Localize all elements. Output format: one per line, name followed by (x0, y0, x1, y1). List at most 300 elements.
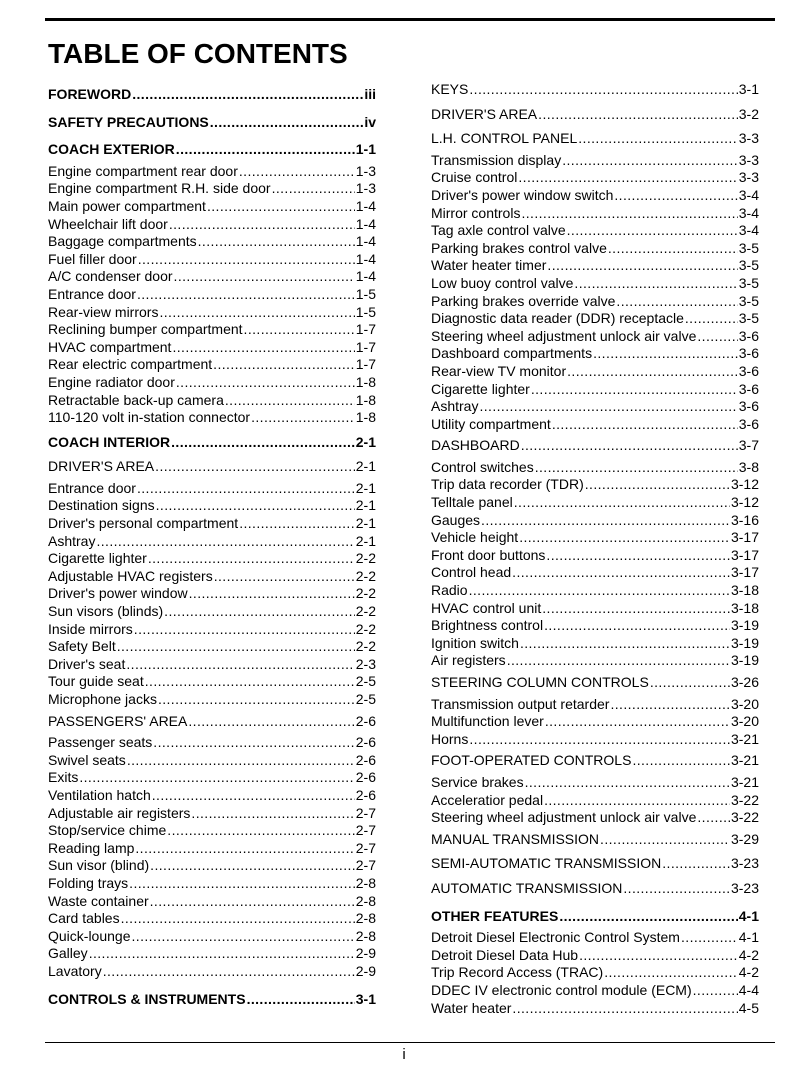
toc-entry-label: Driver's power window (48, 585, 188, 602)
toc-dot-leader (544, 792, 730, 810)
toc-entry-page: 2-1 (355, 532, 376, 549)
toc-entry-page: 3-20 (730, 695, 759, 712)
toc-entry-label: Parking brakes control valve (431, 239, 607, 256)
toc-entry[interactable] (48, 603, 376, 621)
toc-dot-leader (189, 585, 355, 603)
bottom-rule (45, 1042, 775, 1043)
toc-entry-label: PASSENGERS' AREA (48, 712, 188, 729)
toc-entry[interactable] (431, 310, 759, 328)
toc-entry-page: 3-20 (730, 713, 759, 730)
toc-entry-page: 3-5 (738, 239, 759, 256)
toc-entry-page: 3-5 (738, 274, 759, 291)
toc-section-entry[interactable] (48, 114, 376, 132)
toc-entry[interactable] (48, 198, 376, 216)
toc-entry[interactable] (48, 515, 376, 533)
toc-entry[interactable] (48, 963, 376, 981)
toc-left-column (48, 86, 376, 1008)
toc-entry[interactable] (48, 621, 376, 639)
toc-dot-leader (469, 582, 730, 600)
toc-entry-page: iii (364, 86, 376, 102)
toc-entry[interactable] (431, 1000, 759, 1018)
toc-entry[interactable] (431, 947, 759, 965)
toc-dot-leader (521, 205, 737, 223)
toc-entry[interactable] (48, 374, 376, 392)
toc-entry-label: Dashboard compartments (431, 345, 593, 362)
toc-dot-leader (156, 497, 355, 515)
toc-entry-label: Steering wheel adjustment unlock air valve (431, 809, 697, 826)
toc-entry[interactable] (431, 635, 759, 653)
toc-entry-page: 3-7 (738, 437, 759, 454)
toc-entry[interactable] (48, 928, 376, 946)
toc-entry[interactable] (48, 691, 376, 709)
toc-spacer (431, 123, 759, 130)
toc-entry[interactable] (48, 392, 376, 410)
toc-dot-leader (693, 982, 738, 1000)
toc-dot-leader (697, 809, 730, 827)
toc-entry-label: Ignition switch (431, 634, 519, 651)
toc-spacer (48, 104, 376, 114)
toc-entry-label: Acceleratior pedal (431, 791, 544, 808)
toc-entry[interactable] (431, 106, 759, 124)
toc-dot-leader (579, 947, 738, 965)
toc-entry[interactable] (431, 582, 759, 600)
toc-entry[interactable] (431, 929, 759, 947)
top-rule (45, 18, 775, 21)
toc-entry-label: Detroit Diesel Data Hub (431, 946, 579, 963)
toc-entry[interactable] (48, 822, 376, 840)
toc-entry[interactable] (48, 857, 376, 875)
toc-section-entry[interactable] (48, 141, 376, 159)
toc-entry-label: Tag axle control valve (431, 222, 566, 239)
toc-entry[interactable] (431, 187, 759, 205)
toc-entry-page: 2-6 (355, 769, 376, 786)
toc-entry-label: STEERING COLUMN CONTROLS (431, 674, 649, 690)
toc-entry-label: Mirror controls (431, 204, 521, 221)
toc-dot-leader (176, 141, 355, 159)
toc-dot-leader (164, 603, 355, 621)
toc-dot-leader (213, 356, 355, 374)
toc-entry-page: 2-8 (355, 892, 376, 909)
toc-dot-leader (520, 635, 730, 653)
toc-dot-leader (174, 268, 355, 286)
toc-entry-page: 1-4 (355, 268, 376, 285)
toc-entry-label: Adjustable air registers (48, 804, 191, 821)
toc-entry-label: COACH EXTERIOR (48, 141, 175, 158)
toc-dot-leader (479, 398, 737, 416)
toc-dot-leader (519, 529, 730, 547)
toc-entry-page: 2-2 (355, 620, 376, 637)
toc-entry-label: Galley (48, 945, 88, 962)
toc-entry-label: Sun visor (blind) (48, 857, 150, 874)
toc-entry-label: DRIVER'S AREA (48, 458, 155, 475)
toc-entry-page: 1-8 (355, 409, 376, 426)
toc-entry[interactable] (431, 437, 759, 455)
toc-entry-page: 2-2 (355, 603, 376, 620)
toc-entry-page: 2-2 (355, 585, 376, 602)
toc-entry-page: 3-17 (730, 564, 759, 581)
toc-entry-label: Safety Belt (48, 638, 116, 655)
toc-entry-page: 2-9 (355, 945, 376, 962)
toc-entry-label: Control switches (431, 458, 534, 475)
toc-spacer (48, 981, 376, 991)
toc-entry[interactable] (431, 674, 759, 692)
toc-entry-page: 3-3 (738, 130, 759, 147)
toc-entry[interactable] (48, 356, 376, 374)
toc-entry[interactable] (48, 268, 376, 286)
toc-entry[interactable] (431, 416, 759, 434)
toc-entry-page: 3-21 (730, 773, 759, 790)
toc-entry-label: Stop/service chime (48, 822, 167, 839)
toc-entry[interactable] (431, 564, 759, 582)
toc-entry-page: 2-9 (355, 962, 376, 979)
toc-entry-label: Parking brakes override valve (431, 292, 616, 309)
toc-entry[interactable] (431, 494, 759, 512)
toc-entry[interactable] (48, 673, 376, 691)
toc-entry[interactable] (48, 321, 376, 339)
toc-entry[interactable] (431, 222, 759, 240)
page-number: i (402, 1046, 406, 1063)
toc-entry-page: 3-18 (730, 599, 759, 616)
toc-dot-leader (608, 240, 738, 258)
toc-entry-label: Swivel seats (48, 751, 126, 768)
toc-entry-page: 1-8 (355, 373, 376, 390)
toc-dot-leader (600, 831, 730, 849)
toc-entry[interactable] (48, 840, 376, 858)
toc-dot-leader (535, 459, 738, 477)
toc-entry[interactable] (431, 512, 759, 530)
toc-dot-leader (662, 855, 730, 873)
toc-dot-leader (514, 494, 730, 512)
toc-entry-page: 4-2 (738, 964, 759, 981)
toc-entry-page: 3-6 (738, 398, 759, 415)
toc-entry[interactable] (431, 855, 759, 873)
toc-entry[interactable] (48, 875, 376, 893)
toc-entry-label: AUTOMATIC TRANSMISSION (431, 879, 623, 896)
toc-entry-label: Passenger seats (48, 734, 153, 751)
toc-entry[interactable] (48, 497, 376, 515)
toc-entry[interactable] (48, 752, 376, 770)
toc-entry[interactable] (431, 205, 759, 223)
toc-entry-page: 3-19 (730, 617, 759, 634)
toc-entry[interactable] (48, 945, 376, 963)
toc-entry-label: Gauges (431, 511, 481, 528)
toc-dot-leader (507, 652, 730, 670)
toc-entry-label: Steering wheel adjustment unlock air valve (431, 327, 697, 344)
toc-entry-page: 1-4 (355, 233, 376, 250)
toc-entry[interactable] (431, 293, 759, 311)
toc-spacer (48, 427, 376, 434)
toc-entry-page: 3-5 (738, 257, 759, 274)
toc-entry-label: Cigarette lighter (48, 550, 147, 567)
toc-entry[interactable] (431, 880, 759, 898)
toc-entry[interactable] (48, 550, 376, 568)
toc-entry-label: FOOT-OPERATED CONTROLS (431, 752, 632, 769)
toc-dot-leader (251, 409, 355, 427)
toc-entry-page: 3-5 (738, 310, 759, 327)
toc-dot-leader (239, 515, 355, 533)
toc-dot-leader (129, 875, 355, 893)
toc-dot-leader (132, 86, 363, 104)
toc-dot-leader (538, 106, 738, 124)
toc-entry[interactable] (431, 809, 759, 827)
toc-entry-page: 1-4 (355, 250, 376, 267)
toc-entry-page: 3-17 (730, 546, 759, 563)
toc-entry-page: 2-6 (355, 712, 376, 729)
toc-entry-label: KEYS (431, 81, 469, 97)
toc-dot-leader (127, 752, 355, 770)
toc-dot-leader (469, 81, 737, 99)
toc-entry[interactable] (431, 345, 759, 363)
toc-entry-label: Trip Record Access (TRAC) (431, 964, 604, 981)
toc-entry-page: 2-5 (355, 691, 376, 707)
toc-entry[interactable] (431, 600, 759, 618)
toc-entry-label: Rear-view mirrors (48, 303, 159, 320)
toc-entry-page: 3-19 (730, 634, 759, 651)
toc-entry-page: 3-17 (730, 529, 759, 546)
toc-entry-label: Service brakes (431, 773, 524, 790)
toc-entry[interactable] (48, 163, 376, 181)
toc-dot-leader (559, 908, 737, 926)
toc-section-entry[interactable] (48, 86, 376, 104)
toc-entry[interactable] (431, 982, 759, 1000)
toc-entry[interactable] (431, 381, 759, 399)
toc-dot-leader (518, 169, 737, 187)
toc-entry-page: 2-1 (355, 515, 376, 532)
toc-dot-leader (610, 696, 730, 714)
toc-entry-label: Rear-view TV monitor (431, 362, 567, 379)
toc-entry[interactable] (431, 257, 759, 275)
toc-entry-page: 3-1 (738, 81, 759, 97)
toc-dot-leader (225, 392, 355, 410)
toc-entry-label: Vehicle height (431, 529, 519, 546)
toc-entry-page: 3-6 (738, 380, 759, 397)
toc-entry[interactable] (431, 81, 759, 99)
toc-entry-page: 4-4 (738, 981, 759, 998)
toc-entry[interactable] (48, 568, 376, 586)
toc-entry[interactable] (431, 731, 759, 749)
toc-dot-leader (545, 713, 730, 731)
toc-entry-page: 1-1 (355, 141, 376, 158)
toc-entry[interactable] (431, 774, 759, 792)
toc-entry[interactable] (431, 713, 759, 731)
toc-entry[interactable] (431, 328, 759, 346)
toc-entry-label: Air registers (431, 652, 506, 669)
toc-entry[interactable] (48, 409, 376, 427)
toc-entry[interactable] (48, 910, 376, 928)
toc-entry-label: Telltale panel (431, 494, 513, 511)
toc-entry[interactable] (48, 893, 376, 911)
toc-entry-label: Driver's seat (48, 655, 126, 672)
toc-entry[interactable] (431, 529, 759, 547)
toc-entry-page: 3-21 (730, 752, 759, 769)
toc-dot-leader (547, 257, 737, 275)
toc-entry[interactable] (431, 696, 759, 714)
toc-entry-label: Transmission output retarder (431, 695, 610, 712)
toc-entry-page: 3-6 (738, 415, 759, 432)
toc-entry[interactable] (431, 398, 759, 416)
toc-entry[interactable] (48, 585, 376, 603)
toc-entry-label: Sun visors (blinds) (48, 603, 164, 620)
toc-entry-label: Brightness control (431, 617, 544, 634)
toc-entry[interactable] (48, 734, 376, 752)
toc-entry-label: Utility compartment (431, 415, 551, 432)
toc-entry-label: Multifunction lever (431, 713, 544, 730)
toc-section-entry[interactable] (431, 908, 759, 926)
toc-dot-leader (623, 880, 730, 898)
toc-entry-label: Driver's personal compartment (48, 515, 239, 532)
toc-dot-leader (172, 339, 354, 357)
toc-dot-leader (150, 857, 355, 875)
toc-entry-label: Transmission display (431, 151, 562, 168)
toc-dot-leader (135, 840, 354, 858)
toc-entry[interactable] (48, 713, 376, 731)
toc-entry[interactable] (431, 130, 759, 148)
toc-entry[interactable] (431, 831, 759, 849)
toc-entry-page: 2-8 (355, 874, 376, 891)
toc-entry[interactable] (48, 656, 376, 674)
toc-entry[interactable] (48, 458, 376, 476)
toc-entry-page: 2-7 (355, 839, 376, 856)
toc-right-column (431, 81, 759, 1017)
toc-entry-page: 3-4 (738, 204, 759, 221)
toc-entry-page: 3-4 (738, 186, 759, 203)
toc-entry-page: 3-23 (730, 879, 759, 896)
toc-entry-page: 3-26 (730, 674, 759, 690)
toc-entry-label: Destination signs (48, 497, 155, 514)
toc-entry-page: 2-1 (355, 433, 376, 450)
toc-entry-label: Engine compartment rear door (48, 162, 238, 179)
toc-entry-page: 3-3 (738, 151, 759, 168)
toc-dot-leader (150, 893, 355, 911)
toc-entry[interactable] (48, 787, 376, 805)
toc-entry-page: 3-3 (738, 169, 759, 186)
toc-dot-leader (685, 310, 738, 328)
toc-entry-label: DASHBOARD (431, 437, 520, 454)
toc-entry[interactable] (48, 805, 376, 823)
toc-entry-page: 2-5 (355, 673, 376, 690)
toc-entry-page: 2-1 (355, 497, 376, 514)
toc-entry-page: 3-4 (738, 222, 759, 239)
toc-entry-label: Inside mirrors (48, 620, 133, 637)
toc-dot-leader (272, 180, 355, 198)
toc-entry[interactable] (48, 638, 376, 656)
toc-entry[interactable] (431, 169, 759, 187)
toc-entry-page: 3-8 (738, 458, 759, 475)
toc-section-entry[interactable] (48, 434, 376, 452)
toc-entry-page: 3-2 (738, 105, 759, 122)
toc-entry[interactable] (431, 792, 759, 810)
toc-dot-leader (132, 928, 355, 946)
toc-dot-leader (148, 550, 355, 568)
toc-entry[interactable] (431, 476, 759, 494)
toc-entry[interactable] (431, 617, 759, 635)
toc-entry-label: Radio (431, 582, 468, 599)
toc-dot-leader (171, 434, 355, 452)
toc-entry-label: FOREWORD (48, 86, 132, 102)
toc-entry[interactable] (48, 216, 376, 234)
toc-entry[interactable] (431, 547, 759, 565)
toc-entry-label: Rear electric compartment (48, 356, 213, 373)
toc-entry[interactable] (48, 533, 376, 551)
toc-dot-leader (481, 512, 730, 530)
toc-dot-leader (198, 233, 355, 251)
toc-entry[interactable] (48, 480, 376, 498)
toc-entry-label: Detroit Diesel Electronic Control System (431, 929, 680, 946)
toc-dot-leader (126, 656, 354, 674)
toc-entry-label: Lavatory (48, 962, 102, 979)
toc-entry-page: 3-6 (738, 362, 759, 379)
toc-entry-page: 1-3 (355, 180, 376, 197)
toc-entry-label: Reclining bumper compartment (48, 321, 243, 338)
toc-entry[interactable] (431, 964, 759, 982)
toc-dot-leader (552, 416, 738, 434)
toc-spacer (431, 898, 759, 908)
toc-dot-leader (247, 991, 355, 1009)
toc-entry[interactable] (431, 275, 759, 293)
toc-entry-label: Ventilation hatch (48, 786, 151, 803)
toc-dot-leader (137, 286, 355, 304)
toc-entry[interactable] (48, 251, 376, 269)
toc-section-entry[interactable] (48, 991, 376, 1009)
toc-entry[interactable] (431, 752, 759, 770)
toc-entry-label: Waste container (48, 892, 149, 909)
toc-dot-leader (244, 321, 355, 339)
toc-entry-page: 2-6 (355, 751, 376, 768)
toc-entry-label: Quick-lounge (48, 927, 131, 944)
toc-entry-page: 3-22 (730, 809, 759, 826)
toc-entry[interactable] (431, 363, 759, 381)
toc-entry-page: 2-7 (355, 857, 376, 874)
toc-entry-page: 2-3 (355, 655, 376, 672)
toc-entry-label: 110-120 volt in-station connector (48, 409, 251, 426)
toc-dot-leader (512, 564, 730, 582)
toc-entry-label: HVAC compartment (48, 338, 172, 355)
page-title: TABLE OF CONTENTS (48, 38, 348, 69)
toc-dot-leader (176, 374, 355, 392)
toc-entry-page: 3-16 (730, 511, 759, 528)
toc-dot-leader (145, 673, 355, 691)
toc-entry[interactable] (431, 152, 759, 170)
toc-entry[interactable] (48, 286, 376, 304)
toc-entry[interactable] (48, 233, 376, 251)
toc-entry[interactable] (48, 339, 376, 357)
toc-entry-label: OTHER FEATURES (431, 907, 559, 924)
toc-entry-page: 3-23 (730, 855, 759, 872)
toc-dot-leader (121, 910, 355, 928)
toc-entry-page: 2-2 (355, 638, 376, 655)
toc-entry-label: MANUAL TRANSMISSION (431, 830, 600, 847)
toc-entry[interactable] (431, 652, 759, 670)
toc-dot-leader (521, 437, 738, 455)
toc-entry-label: Card tables (48, 910, 120, 927)
toc-entry[interactable] (48, 769, 376, 787)
toc-dot-leader (681, 929, 738, 947)
toc-entry-label: Retractable back-up camera (48, 391, 224, 408)
toc-entry-page: 3-12 (730, 476, 759, 493)
toc-entry-label: Folding trays (48, 874, 129, 891)
toc-entry[interactable] (431, 459, 759, 477)
toc-entry[interactable] (48, 304, 376, 322)
toc-entry-label: Cigarette lighter (431, 380, 530, 397)
toc-dot-leader (153, 734, 354, 752)
toc-entry[interactable] (48, 180, 376, 198)
toc-entry[interactable] (431, 240, 759, 258)
toc-dot-leader (632, 752, 730, 770)
toc-entry-page: 2-7 (355, 822, 376, 839)
toc-entry-page: 3-6 (738, 327, 759, 344)
toc-entry-label: Cruise control (431, 169, 518, 186)
toc-dot-leader (159, 304, 354, 322)
